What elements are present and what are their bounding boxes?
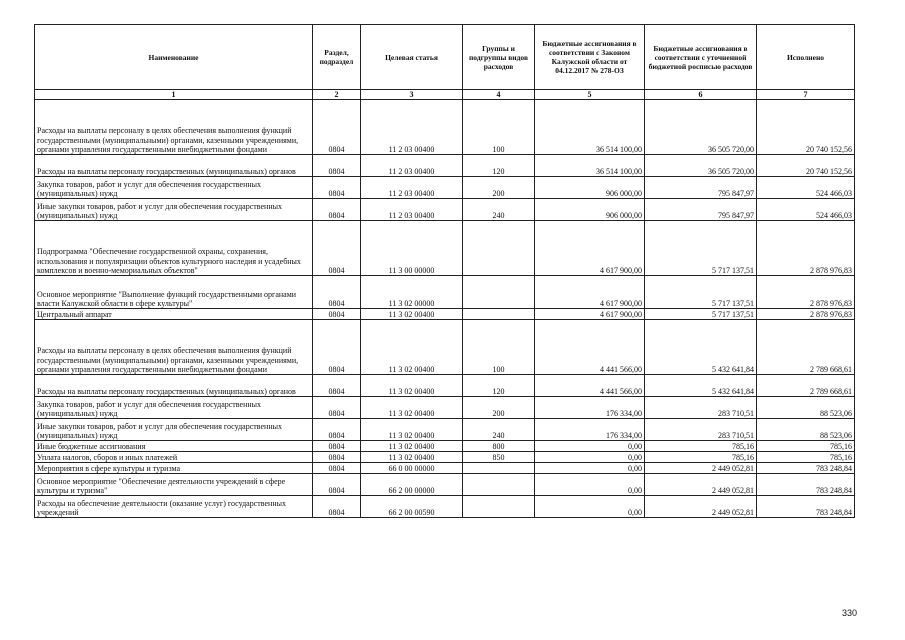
row-target: 11 2 03 00400 [361,155,463,177]
row-law: 4 441 566,00 [535,320,645,375]
row-target: 11 2 03 00400 [361,177,463,199]
row-refined: 795 847,97 [645,177,757,199]
row-law: 4 441 566,00 [535,375,645,397]
row-executed: 20 740 152,56 [757,100,855,155]
row-refined: 2 449 052,81 [645,496,757,518]
row-executed: 20 740 152,56 [757,155,855,177]
row-section: 0804 [313,463,361,474]
row-section: 0804 [313,276,361,309]
row-executed: 88 523,06 [757,397,855,419]
row-law: 0,00 [535,441,645,452]
row-section: 0804 [313,100,361,155]
row-name: Иные закупки товаров, работ и услуг для обеспечения государственных (муниципальных) нужд [35,419,313,441]
row-refined: 283 710,51 [645,397,757,419]
row-name: Иные закупки товаров, работ и услуг для обеспечения государственных (муниципальных) нужд [35,199,313,221]
row-refined: 2 449 052,81 [645,474,757,496]
table-row [35,474,855,496]
row-section: 0804 [313,309,361,320]
row-name: Расходы на выплаты персоналу государственных (муниципальных) органов [35,155,313,177]
row-section: 0804 [313,375,361,397]
table-row [35,221,855,276]
row-section: 0804 [313,199,361,221]
row-refined: 5 717 137,51 [645,309,757,320]
row-target: 66 0 00 00000 [361,463,463,474]
header-executed: Исполнено [757,25,855,90]
row-refined: 785,16 [645,452,757,463]
table-row [35,276,855,309]
row-group: 120 [463,155,535,177]
header-name: Наименование [35,25,313,90]
table-row [35,320,855,375]
row-target: 11 3 00 00000 [361,221,463,276]
row-refined: 5 432 641,84 [645,375,757,397]
row-section: 0804 [313,320,361,375]
row-group: 240 [463,199,535,221]
row-name: Расходы на выплаты персоналу государственных (муниципальных) органов [35,375,313,397]
row-executed: 2 878 976,83 [757,309,855,320]
row-name: Уплата налогов, сборов и иных платежей [35,452,313,463]
row-group: 200 [463,177,535,199]
row-group [463,309,535,320]
row-refined: 36 505 720,00 [645,100,757,155]
row-refined: 785,16 [645,441,757,452]
col-num-5: 5 [535,90,645,100]
row-refined: 283 710,51 [645,419,757,441]
row-section: 0804 [313,441,361,452]
table-row [35,419,855,441]
row-law: 0,00 [535,452,645,463]
row-group [463,474,535,496]
row-law: 176 334,00 [535,397,645,419]
header-section: Раздел, подраздел [313,25,361,90]
row-group [463,463,535,474]
column-number-row [35,90,855,100]
row-section: 0804 [313,397,361,419]
row-law: 36 514 100,00 [535,100,645,155]
header-row [35,25,855,90]
row-refined: 2 449 052,81 [645,463,757,474]
header-law: Бюджетные ассигнования в соответствии с Законом Калужской области от 04.12.2017 № 278-ОЗ [535,25,645,90]
row-executed: 2 789 668,61 [757,320,855,375]
table-row [35,309,855,320]
row-law: 0,00 [535,474,645,496]
row-law: 906 000,00 [535,177,645,199]
row-law: 176 334,00 [535,419,645,441]
col-num-7: 7 [757,90,855,100]
table-row [35,375,855,397]
row-refined: 5 717 137,51 [645,221,757,276]
header-groups: Группы и подгруппы видов расходов [463,25,535,90]
row-group: 100 [463,320,535,375]
row-law: 4 617 900,00 [535,309,645,320]
row-executed: 785,16 [757,452,855,463]
row-executed: 88 523,06 [757,419,855,441]
row-name: Иные бюджетные ассигнования [35,441,313,452]
row-target: 11 3 02 00400 [361,375,463,397]
row-section: 0804 [313,474,361,496]
row-group: 800 [463,441,535,452]
row-law: 0,00 [535,463,645,474]
row-group [463,496,535,518]
row-executed: 524 466,03 [757,177,855,199]
row-section: 0804 [313,221,361,276]
budget-table [34,24,855,518]
row-target: 66 2 00 00000 [361,474,463,496]
row-executed: 2 878 976,83 [757,276,855,309]
row-refined: 5 717 137,51 [645,276,757,309]
row-target: 11 3 02 00400 [361,441,463,452]
table-row [35,463,855,474]
row-target: 11 3 02 00400 [361,419,463,441]
row-target: 11 3 02 00400 [361,309,463,320]
row-executed: 2 789 668,61 [757,375,855,397]
row-executed: 785,16 [757,441,855,452]
row-target: 11 3 02 00000 [361,276,463,309]
header-refined: Бюджетные ассигнования в соответствии с уточненной бюджетной росписью расходов [645,25,757,90]
table-row [35,155,855,177]
row-name: Расходы на выплаты персоналу в целях обеспечения выполнения функций государственными (муниципальными) органами, казенными учреждениями, органами управления государственными внебюджетными фондами [35,320,313,375]
col-num-1: 1 [35,90,313,100]
row-refined: 795 847,97 [645,199,757,221]
col-num-4: 4 [463,90,535,100]
table-row [35,496,855,518]
row-group: 240 [463,419,535,441]
row-refined: 36 505 720,00 [645,155,757,177]
col-num-6: 6 [645,90,757,100]
col-num-2: 2 [313,90,361,100]
row-section: 0804 [313,155,361,177]
row-law: 36 514 100,00 [535,155,645,177]
row-group [463,276,535,309]
row-target: 11 3 02 00400 [361,397,463,419]
row-section: 0804 [313,177,361,199]
row-section: 0804 [313,452,361,463]
row-target: 66 2 00 00590 [361,496,463,518]
row-executed: 783 248,84 [757,474,855,496]
row-law: 4 617 900,00 [535,221,645,276]
row-law: 0,00 [535,496,645,518]
row-law: 4 617 900,00 [535,276,645,309]
row-section: 0804 [313,496,361,518]
row-name: Основное мероприятие "Обеспечение деятельности учреждений в сфере культуры и туризма" [35,474,313,496]
row-refined: 5 432 641,84 [645,320,757,375]
row-law: 906 000,00 [535,199,645,221]
row-section: 0804 [313,419,361,441]
row-name: Расходы на выплаты персоналу в целях обеспечения выполнения функций государственными (муниципальными) органами, казенными учреждениями, органами управления государственными внебюджетными фондами [35,100,313,155]
row-name: Подпрограмма "Обеспечение государственной охраны, сохранения, использования и популяризации объектов культурного наследия и усадебных комплексов и военно-мемориальных объектов" [35,221,313,276]
row-target: 11 3 02 00400 [361,452,463,463]
row-name: Расходы на обеспечение деятельности (оказание услуг) государственных учреждений [35,496,313,518]
table-row [35,397,855,419]
header-target: Целевая статья [361,25,463,90]
row-target: 11 2 03 00400 [361,199,463,221]
row-name: Закупка товаров, работ и услуг для обеспечения государственных (муниципальных) нужд [35,177,313,199]
page-number: 330 [841,608,857,618]
row-group: 100 [463,100,535,155]
table-row [35,199,855,221]
budget-sheet [34,24,854,518]
row-name: Основное мероприятие "Выполнение функций государственными органами власти Калужской области в сфере культуры" [35,276,313,309]
row-name: Закупка товаров, работ и услуг для обеспечения государственных (муниципальных) нужд [35,397,313,419]
row-target: 11 2 03 00400 [361,100,463,155]
row-group: 200 [463,397,535,419]
row-name: Центральный аппарат [35,309,313,320]
row-target: 11 3 02 00400 [361,320,463,375]
row-group: 120 [463,375,535,397]
table-row [35,441,855,452]
row-executed: 783 248,84 [757,496,855,518]
row-executed: 524 466,03 [757,199,855,221]
row-group [463,221,535,276]
table-row [35,100,855,155]
col-num-3: 3 [361,90,463,100]
row-group: 850 [463,452,535,463]
row-executed: 783 248,84 [757,463,855,474]
table-row [35,452,855,463]
table-row [35,177,855,199]
row-name: Мероприятия в сфере культуры и туризма [35,463,313,474]
row-executed: 2 878 976,83 [757,221,855,276]
